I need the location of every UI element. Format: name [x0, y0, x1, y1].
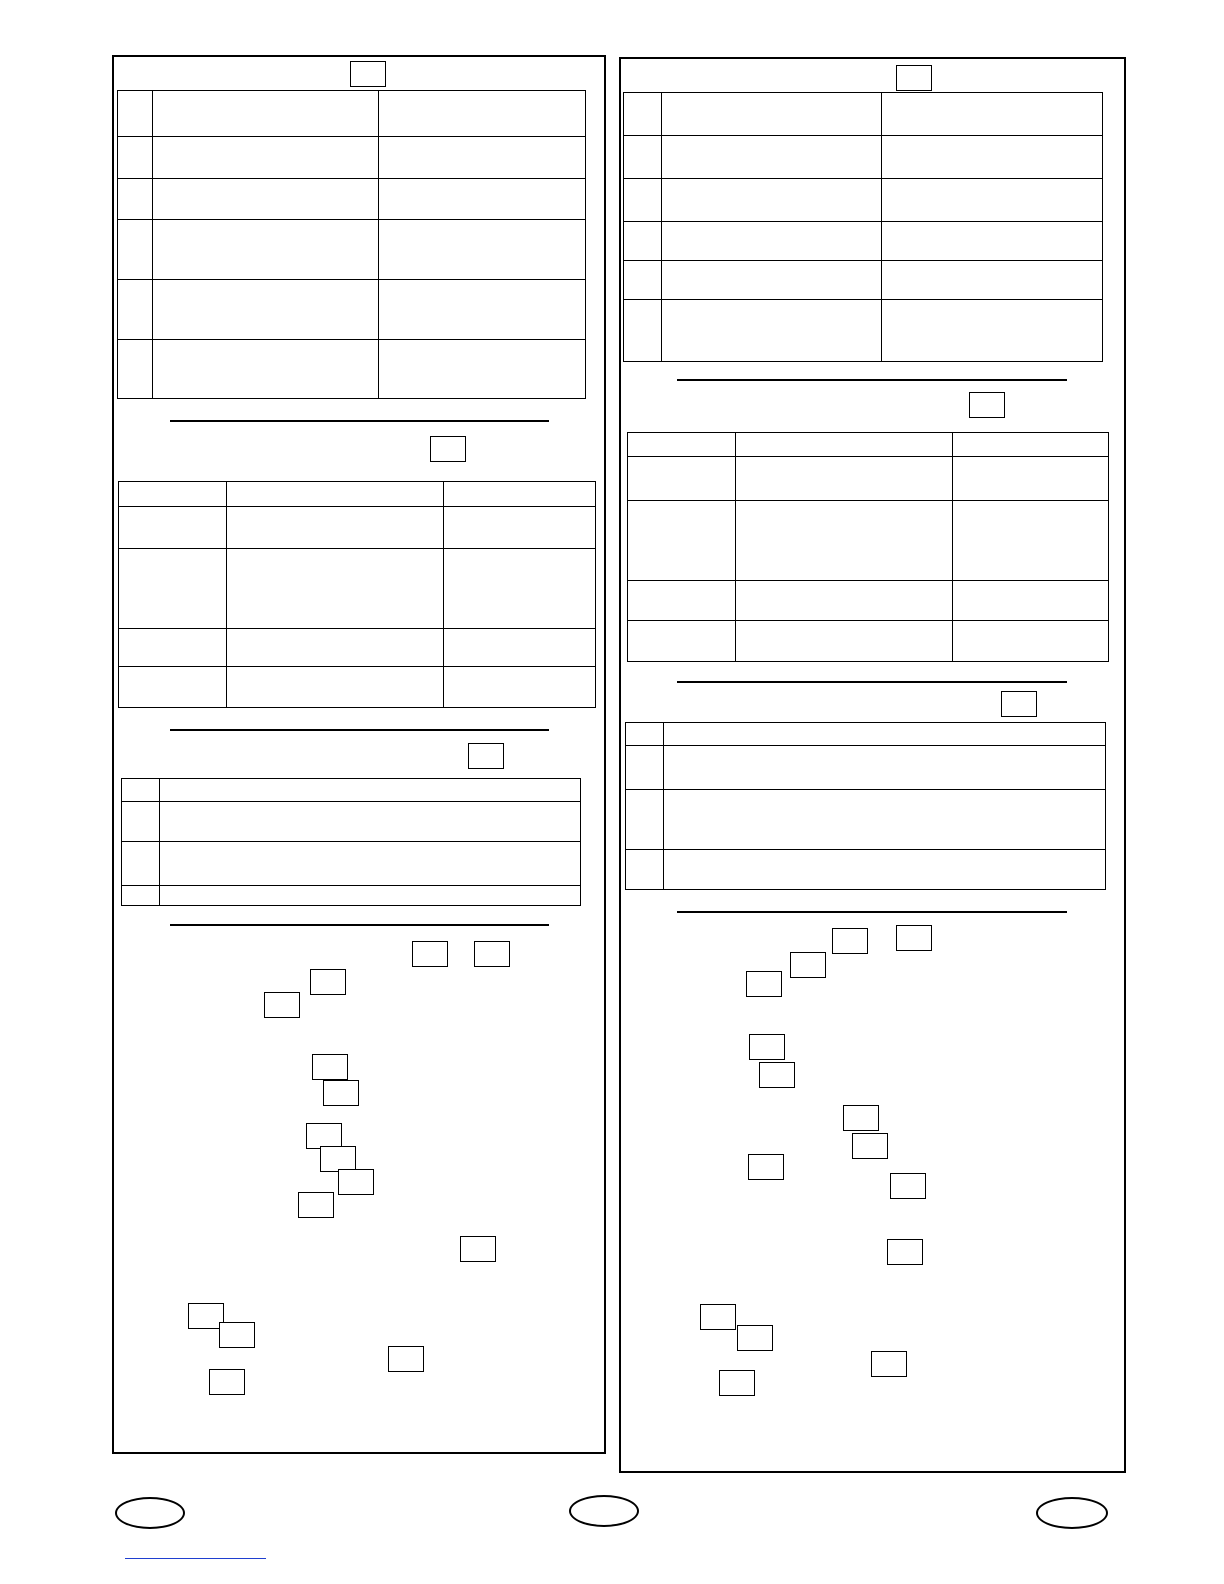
- left-table-1-row-divider: [117, 339, 586, 340]
- label-box: [843, 1105, 879, 1131]
- label-box: [312, 1054, 348, 1080]
- label-box: [264, 992, 300, 1018]
- label-box: [852, 1133, 888, 1159]
- right-table-3-table: [625, 722, 1106, 890]
- right-table-3-row-divider: [625, 745, 1106, 746]
- section-divider: [170, 729, 549, 731]
- right-table-1-col-divider: [661, 92, 662, 362]
- label-box: [310, 969, 346, 995]
- left-table-3-row-divider: [121, 801, 581, 802]
- footer-link-underline: [125, 1558, 266, 1559]
- label-box: [460, 1236, 496, 1262]
- label-box: [719, 1370, 755, 1396]
- left-table-3-table: [121, 778, 581, 906]
- left-table-2-row-divider: [118, 548, 596, 549]
- right-table-1-col-divider: [881, 92, 882, 362]
- page-marker-center: [569, 1495, 639, 1527]
- right-table-1-row-divider: [623, 178, 1103, 179]
- section-divider: [170, 924, 549, 926]
- section-heading-box: [896, 65, 932, 91]
- label-box: [746, 971, 782, 997]
- right-table-3-row-divider: [625, 789, 1106, 790]
- left-table-1-col-divider: [378, 90, 379, 399]
- label-box: [323, 1080, 359, 1106]
- left-table-2-table: [118, 481, 596, 708]
- right-table-1-table: [623, 92, 1103, 362]
- page-marker-left: [115, 1497, 185, 1529]
- left-table-1-col-divider: [152, 90, 153, 399]
- label-box: [388, 1346, 424, 1372]
- left-table-2-row-divider: [118, 666, 596, 667]
- left-table-1-row-divider: [117, 178, 586, 179]
- label-box: [700, 1304, 736, 1330]
- right-table-2-row-divider: [627, 620, 1109, 621]
- right-table-2-row-divider: [627, 456, 1109, 457]
- left-table-2-col-divider: [443, 481, 444, 708]
- label-box: [887, 1239, 923, 1265]
- left-table-3-col-divider: [159, 778, 160, 906]
- left-table-1-row-divider: [117, 279, 586, 280]
- right-table-2-row-divider: [627, 580, 1109, 581]
- label-box: [890, 1173, 926, 1199]
- section-heading-box: [468, 743, 504, 769]
- label-box: [412, 941, 448, 967]
- label-box: [832, 928, 868, 954]
- left-table-3-row-divider: [121, 885, 581, 886]
- right-table-1-row-divider: [623, 299, 1103, 300]
- section-divider: [677, 379, 1067, 381]
- label-box: [209, 1369, 245, 1395]
- left-table-2-col-divider: [226, 481, 227, 708]
- label-box: [737, 1325, 773, 1351]
- left-table-3-row-divider: [121, 841, 581, 842]
- left-table-2-row-divider: [118, 628, 596, 629]
- label-box: [896, 925, 932, 951]
- label-box: [298, 1192, 334, 1218]
- right-table-3-col-divider: [663, 722, 664, 890]
- right-table-1-row-divider: [623, 260, 1103, 261]
- section-heading-box: [1001, 691, 1037, 717]
- left-table-2-row-divider: [118, 506, 596, 507]
- right-table-1-row-divider: [623, 221, 1103, 222]
- section-heading-box: [430, 436, 466, 462]
- left-table-1-row-divider: [117, 136, 586, 137]
- label-box: [474, 941, 510, 967]
- label-box: [749, 1034, 785, 1060]
- label-box: [219, 1322, 255, 1348]
- right-table-2-table: [627, 432, 1109, 662]
- section-heading-box: [350, 61, 386, 87]
- right-table-1-row-divider: [623, 135, 1103, 136]
- right-table-2-col-divider: [952, 432, 953, 662]
- label-box: [338, 1169, 374, 1195]
- label-box: [759, 1062, 795, 1088]
- section-heading-box: [969, 392, 1005, 418]
- right-table-3-row-divider: [625, 849, 1106, 850]
- section-divider: [677, 911, 1067, 913]
- label-box: [748, 1154, 784, 1180]
- page-marker-right: [1036, 1497, 1108, 1529]
- section-divider: [677, 681, 1067, 683]
- label-box: [790, 952, 826, 978]
- section-divider: [170, 420, 549, 422]
- left-table-1-row-divider: [117, 219, 586, 220]
- label-box: [871, 1351, 907, 1377]
- right-table-2-row-divider: [627, 500, 1109, 501]
- right-table-2-col-divider: [735, 432, 736, 662]
